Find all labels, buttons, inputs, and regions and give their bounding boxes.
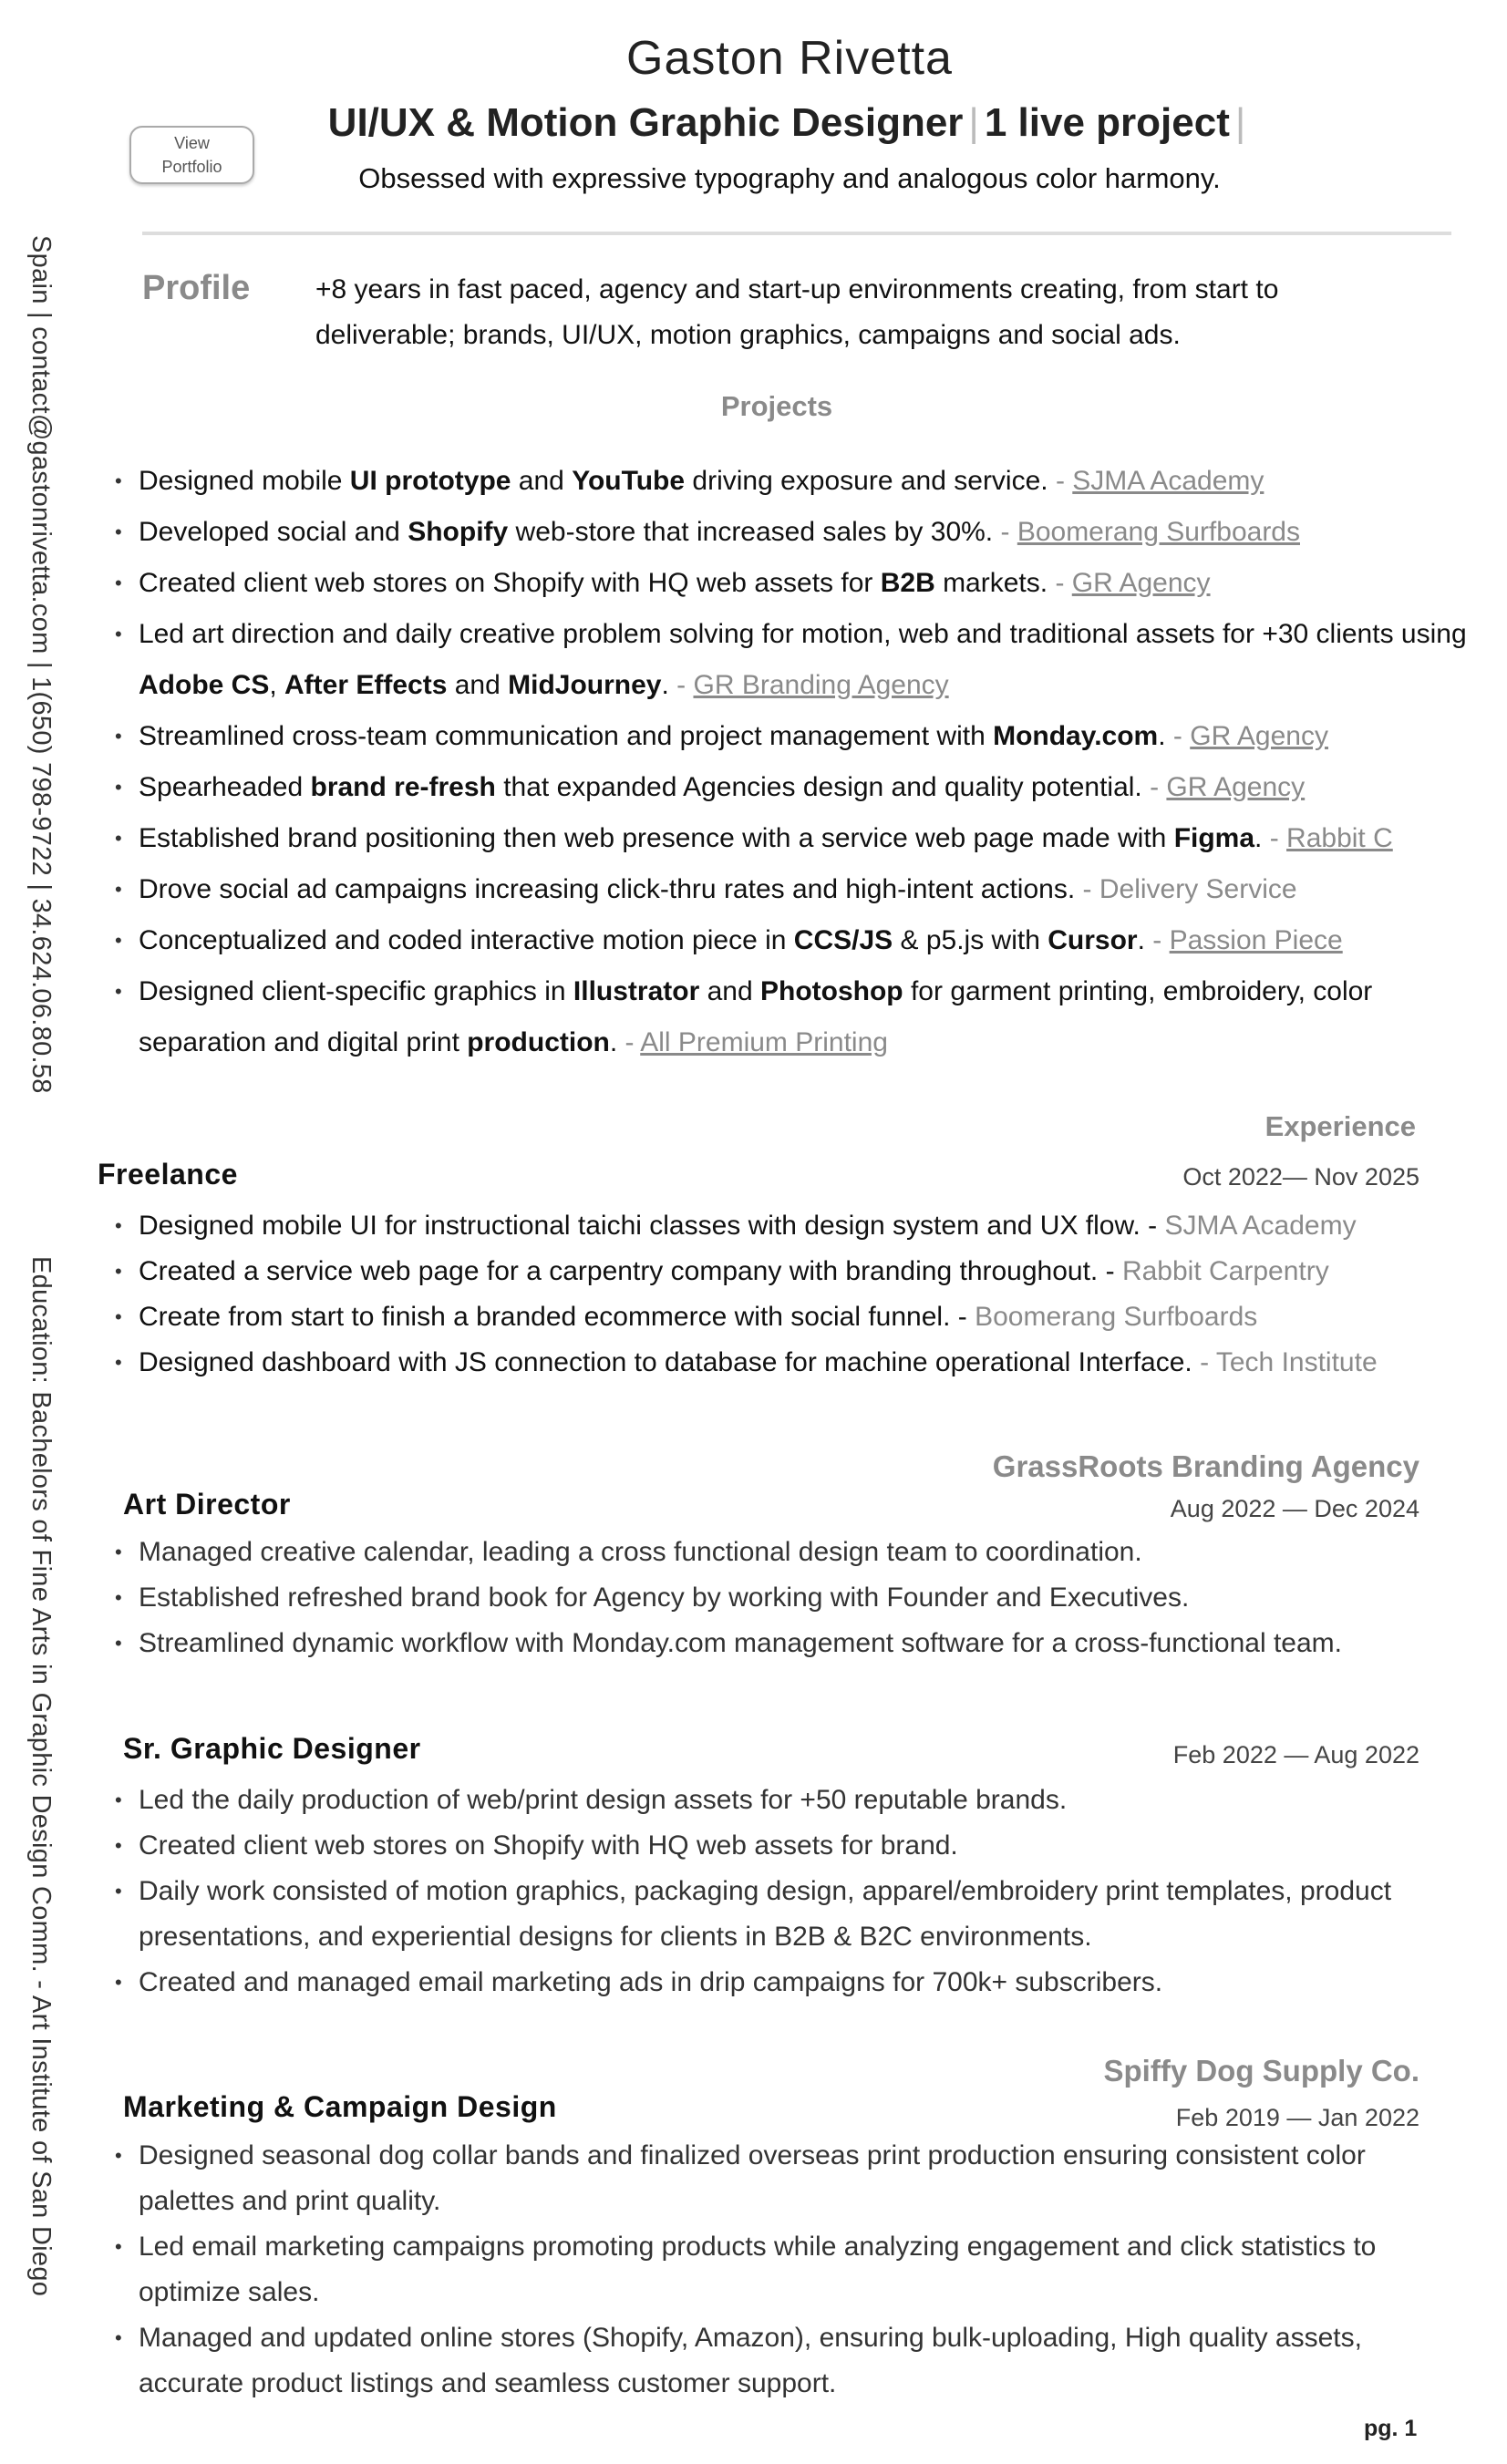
item-text: that expanded Agencies design and quality potential. (495, 772, 1151, 802)
item-text: driving exposure and service. (685, 466, 1056, 496)
bold-text: UI prototype (349, 466, 511, 496)
item-text: . (609, 1027, 625, 1057)
sr-graphic-designer-title: Sr. Graphic Designer (123, 1732, 421, 1765)
bold-text: Monday.com (993, 721, 1159, 751)
item-text: & p5.js with (893, 925, 1048, 955)
bold-text: brand re-fresh (310, 772, 496, 802)
art-director-list (115, 1530, 1409, 1666)
item-text: . (1137, 925, 1153, 955)
list-item (115, 813, 1482, 864)
marketing-title: Marketing & Campaign Design (123, 2090, 557, 2123)
separator: | (1234, 100, 1246, 145)
item-text: Created and managed email marketing ads in drip campaigns for 700k+ subscribers. (139, 1967, 1163, 1997)
freelance-title: Freelance (98, 1158, 238, 1191)
list-item (115, 1530, 1409, 1575)
bold-text: CCS/JS (793, 925, 893, 955)
item-text: Managed creative calendar, leading a cross functional design team to coordination. (139, 1537, 1142, 1567)
source-label: Delivery Service (1099, 874, 1297, 904)
source-dash: - (624, 1027, 641, 1057)
bold-text: Figma (1173, 823, 1255, 853)
source-dash: - (1152, 925, 1170, 955)
sr-graphic-designer-list (115, 1778, 1428, 2005)
item-text: Conceptualized and coded interactive motion piece in (139, 925, 794, 955)
art-director-title: Art Director (123, 1488, 291, 1521)
list-item (115, 1778, 1428, 1823)
candidate-name: Gaston Rivetta (626, 32, 953, 85)
item-text: Created client web stores on Shopify with HQ web assets for (139, 568, 881, 598)
view-portfolio-button[interactable] (129, 126, 254, 184)
item-text: . (1254, 823, 1270, 853)
source-dash: - (1055, 568, 1072, 598)
item-text: Designed seasonal dog collar bands and finalized overseas print production ensuring consistent color palettes and print quality. (139, 2140, 1366, 2216)
marketing-list (115, 2133, 1409, 2407)
item-text: Streamlined dynamic workflow with Monday.com management software for a cross-functional team. (139, 1628, 1342, 1658)
list-item (115, 609, 1482, 711)
item-text: Led email marketing campaigns promoting products while analyzing engagement and click statistics to optimize sales. (139, 2232, 1377, 2307)
bold-text: YouTube (572, 466, 686, 496)
list-item (115, 966, 1482, 1068)
bold-text: production (467, 1027, 610, 1057)
list-item (115, 507, 1482, 558)
source-dash: - (1000, 517, 1017, 547)
list-item (115, 1960, 1428, 2005)
item-text: and (447, 670, 509, 700)
list-item (115, 558, 1482, 609)
button-label-line2: Portfolio (161, 158, 222, 176)
list-item (115, 864, 1482, 915)
item-text: Streamlined cross-team communication and project management with (139, 721, 994, 751)
item-text: Designed client-specific graphics in (139, 976, 573, 1006)
source-label: Rabbit Carpentry (1121, 1256, 1329, 1286)
item-text: Drove social ad campaigns increasing click-thru rates and high-intent actions. (139, 874, 1083, 904)
list-item (115, 1869, 1428, 1960)
projects-list (115, 456, 1482, 1068)
source-link[interactable]: GR Agency (1071, 568, 1211, 598)
bold-text: Illustrator (573, 976, 700, 1006)
source-dash: - (1082, 874, 1099, 904)
experience-heading: Experience (1264, 1110, 1416, 1142)
item-text: for garment printing, embroidery, color separation and digital print (139, 976, 1373, 1057)
spiffy-company: Spiffy Dog Supply Co. (1103, 2054, 1419, 2088)
source-dash: - (1150, 772, 1167, 802)
item-text: and (511, 466, 573, 496)
list-item (115, 711, 1482, 762)
title-main: UI/UX & Motion Graphic Designer (327, 100, 964, 145)
item-text: Managed and updated online stores (Shopify, Amazon), ensuring bulk-uploading, High quality assets, accurate product listings and seamless customer support. (139, 2323, 1362, 2398)
item-text: Create from start to finish a branded ecommerce with social funnel. - (139, 1302, 975, 1332)
bold-text: After Effects (284, 670, 448, 700)
source-link[interactable]: Rabbit C (1286, 823, 1393, 853)
item-text: . (661, 670, 677, 700)
source-label: Boomerang Surfboards (975, 1302, 1258, 1332)
source-link[interactable]: Boomerang Surfboards (1017, 517, 1300, 547)
freelance-list (115, 1203, 1428, 1386)
bold-text: B2B (880, 568, 935, 598)
item-text: Daily work consisted of motion graphics, packaging design, apparel/embroidery print templates, product presentations, and experiential designs for clients in B2B & B2C environments. (139, 1876, 1392, 1952)
item-text: Developed social and (139, 517, 408, 547)
projects-heading: Projects (720, 390, 833, 422)
live-project-count: 1 live project (984, 100, 1230, 145)
item-text: Designed dashboard with JS connection to database for machine operational Interface. (139, 1347, 1201, 1377)
grassroots-company: GrassRoots Branding Agency (992, 1449, 1419, 1483)
sr-graphic-designer-dates: Feb 2022 — Aug 2022 (1172, 1741, 1419, 1768)
list-item (115, 1575, 1409, 1621)
source-label: - Tech Institute (1200, 1347, 1378, 1377)
bold-text: MidJourney (508, 670, 662, 700)
bold-text: Cursor (1048, 925, 1138, 955)
tagline: Obsessed with expressive typography and analogous color harmony. (358, 162, 1221, 194)
list-item (115, 762, 1482, 813)
bold-text: Photoshop (760, 976, 903, 1006)
item-text: Designed mobile (139, 466, 350, 496)
source-dash: - (1172, 721, 1191, 751)
list-item (115, 1823, 1428, 1869)
item-text: Created a service web page for a carpentry company with branding throughout. - (139, 1256, 1122, 1286)
list-item (115, 1203, 1428, 1249)
item-text: Created client web stores on Shopify with HQ web assets for brand. (139, 1830, 958, 1861)
source-link[interactable]: All Premium Printing (640, 1027, 888, 1057)
item-text: and (699, 976, 760, 1006)
source-dash: - (1055, 466, 1073, 496)
source-label: SJMA Academy (1164, 1211, 1357, 1241)
bold-text: Adobe CS (139, 670, 270, 700)
list-item (115, 456, 1482, 507)
profile-heading: Profile (142, 269, 251, 307)
list-item (115, 1249, 1428, 1294)
source-link[interactable]: Passion Piece (1169, 925, 1343, 955)
item-text: Established refreshed brand book for Agency by working with Founder and Executives. (139, 1583, 1190, 1613)
freelance-dates: Oct 2022— Nov 2025 (1182, 1163, 1419, 1191)
item-text: Led the daily production of web/print design assets for +50 reputable brands. (139, 1785, 1068, 1815)
sidebar-contact-info: Spain | contact@gastonrivetta.com | 1(650) 798-9722 | 34.624.06.80.58 (26, 235, 56, 1094)
source-link[interactable]: GR Agency (1166, 772, 1306, 802)
source-link[interactable]: GR Branding Agency (693, 670, 949, 700)
list-item (115, 1340, 1428, 1386)
marketing-dates: Feb 2019 — Jan 2022 (1175, 2104, 1419, 2131)
list-item (115, 2133, 1409, 2224)
item-text: Spearheaded (139, 772, 311, 802)
item-text: . (1158, 721, 1173, 751)
profile-text: +8 years in fast paced, agency and start-up environments creating, from start to deliverable; brands, UI/UX, motion graphics, campaigns and social ads. (315, 274, 1279, 350)
sidebar-education: Education: Bachelors of Fine Arts in Graphic Design Comm. - Art Institute of San Diego (26, 1256, 56, 2297)
source-link[interactable]: SJMA Academy (1072, 466, 1264, 496)
item-text: Established brand positioning then web presence with a service web page made with (139, 823, 1174, 853)
page-number: pg. 1 (1364, 2416, 1418, 2441)
list-item (115, 915, 1482, 966)
button-label-line1: View (174, 134, 210, 152)
list-item (115, 1621, 1409, 1666)
list-item (115, 2224, 1409, 2315)
divider (142, 232, 1451, 235)
list-item (115, 2315, 1409, 2407)
item-text: markets. (934, 568, 1056, 598)
item-text: web-store that increased sales by 30%. (508, 517, 1001, 547)
item-text: Led art direction and daily creative problem solving for motion, web and traditional assets for +30 clients using (139, 619, 1467, 649)
source-dash: - (676, 670, 694, 700)
separator: | (968, 100, 979, 145)
list-item (115, 1294, 1428, 1340)
source-dash: - (1269, 823, 1287, 853)
item-text: , (269, 670, 285, 700)
source-link[interactable]: GR Agency (1190, 721, 1328, 751)
bold-text: Shopify (408, 517, 509, 547)
art-director-dates: Aug 2022 — Dec 2024 (1170, 1495, 1419, 1522)
item-text: Designed mobile UI for instructional taichi classes with design system and UX flow. - (139, 1211, 1165, 1241)
